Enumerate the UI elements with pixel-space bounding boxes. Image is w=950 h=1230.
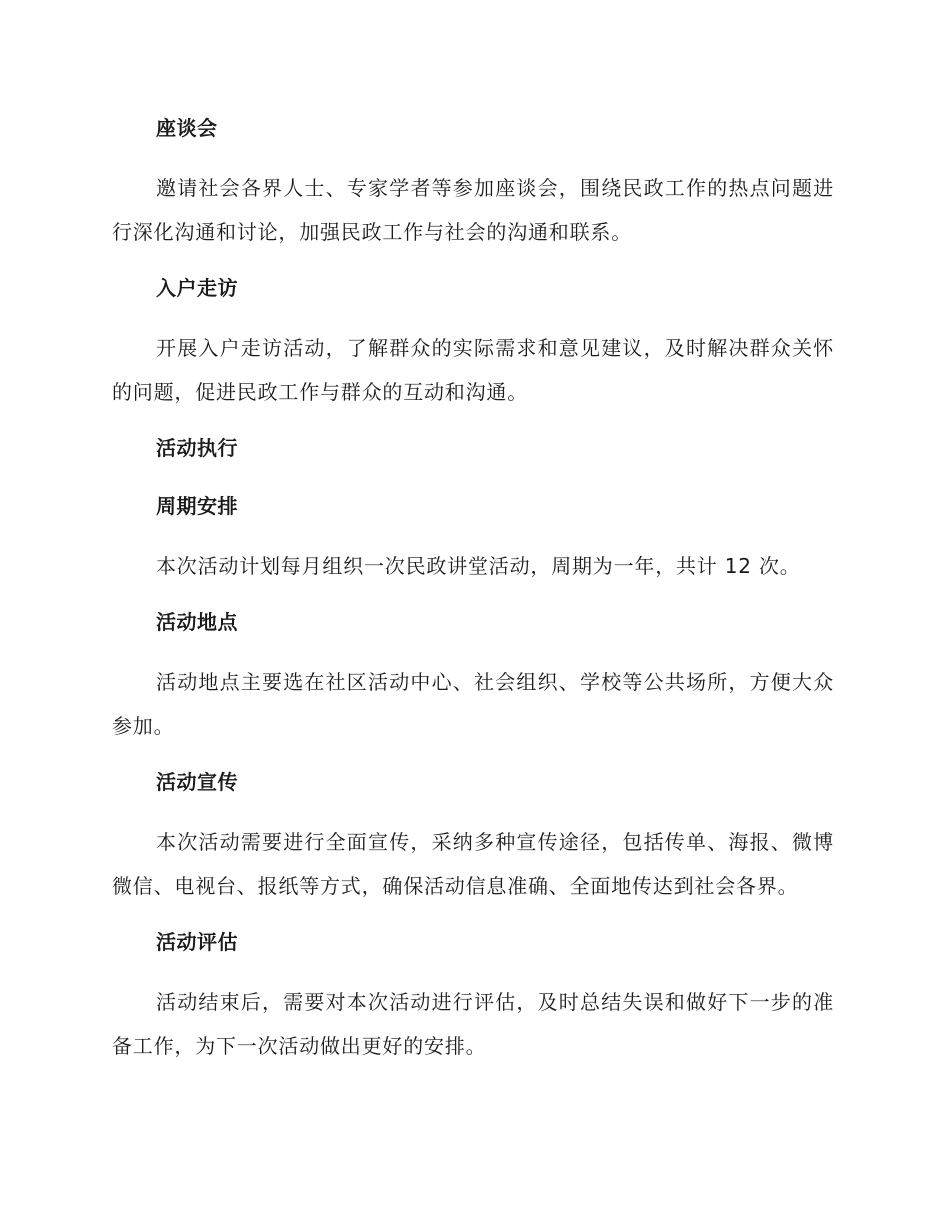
section-heading-symposium: 座谈会: [156, 116, 218, 140]
section-body-promotion: 本次活动需要进行全面宣传，采纳多种宣传途径，包括传单、海报、微博微信、电视台、报纸等方式，确保活动信息准确、全面地传达到社会各界。: [112, 830, 834, 898]
section-body-location: 活动地点主要选在社区活动中心、社会组织、学校等公共场所，方便大众参加。: [112, 670, 834, 738]
section-body-schedule: 本次活动计划每月组织一次民政讲堂活动，周期为一年，共计 12 次。: [156, 554, 801, 578]
document-page: [112, 108, 834, 1082]
section-heading-execution: 活动执行: [156, 436, 238, 460]
section-heading-home-visit: 入户走访: [156, 276, 238, 300]
section-heading-promotion: 活动宣传: [156, 770, 238, 794]
section-heading-location: 活动地点: [156, 610, 238, 634]
section-body-evaluation: 活动结束后，需要对本次活动进行评估，及时总结失误和做好下一步的准备工作，为下一次活动做出更好的安排。: [112, 990, 834, 1058]
section-heading-schedule: 周期安排: [156, 494, 238, 518]
section-body-home-visit: 开展入户走访活动，了解群众的实际需求和意见建议，及时解决群众关怀的问题，促进民政工作与群众的互动和沟通。: [112, 336, 834, 404]
section-heading-evaluation: 活动评估: [156, 930, 238, 954]
section-body-symposium: 邀请社会各界人士、专家学者等参加座谈会，围绕民政工作的热点问题进行深化沟通和讨论，加强民政工作与社会的沟通和联系。: [112, 176, 834, 244]
